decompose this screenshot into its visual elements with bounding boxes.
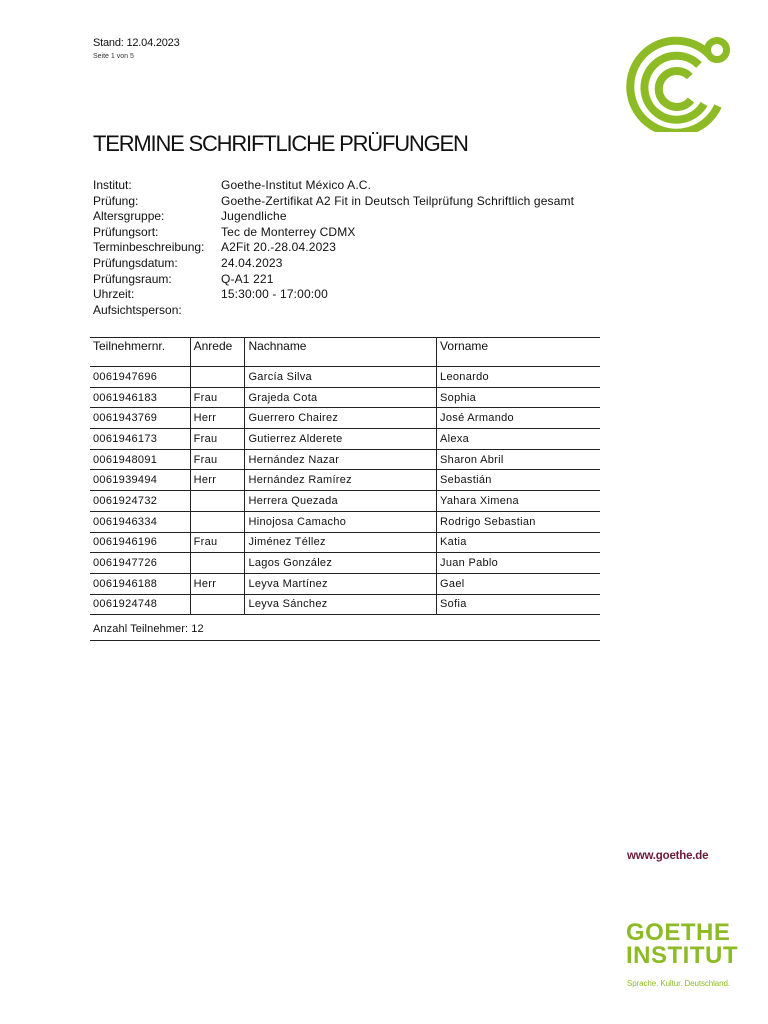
table-row — [90, 594, 600, 615]
column-header-teilnehmernr: Teilnehmernr. — [90, 338, 190, 367]
website-link[interactable]: www.goethe.de — [627, 850, 709, 862]
info-row-pruefungsdatum — [93, 256, 574, 272]
info-label: Terminbeschreibung: — [93, 240, 205, 255]
table-row — [90, 367, 600, 388]
info-value: Jugendliche — [221, 209, 287, 224]
info-label: Uhrzeit: — [93, 287, 135, 302]
info-row-uhrzeit — [93, 287, 574, 303]
cell-vorname: Alexa — [437, 429, 600, 450]
info-label: Altersgruppe: — [93, 209, 165, 224]
cell-vorname: Sophia — [437, 387, 600, 408]
cell-vorname: Rodrigo Sebastian — [437, 511, 600, 532]
cell-teilnehmernr: 0061946188 — [90, 573, 190, 594]
cell-teilnehmernr: 0061943769 — [90, 408, 190, 429]
cell-vorname: Yahara Ximena — [437, 491, 600, 512]
exam-info-block — [93, 178, 574, 318]
participant-count: Anzahl Teilnehmer: 12 — [90, 615, 600, 641]
info-label: Prüfungsort: — [93, 224, 159, 239]
info-value: 24.04.2023 — [221, 255, 283, 270]
cell-nachname: Hinojosa Camacho — [245, 511, 437, 532]
page-title: TERMINE SCHRIFTLICHE PRÜFUNGEN — [93, 131, 468, 156]
cell-teilnehmernr: 0061946173 — [90, 429, 190, 450]
cell-vorname: José Armando — [437, 408, 600, 429]
info-value: 15:30:00 - 17:00:00 — [221, 287, 328, 302]
cell-vorname: Sharon Abril — [437, 449, 600, 470]
cell-anrede: Frau — [190, 449, 245, 470]
table-row — [90, 532, 600, 553]
cell-vorname: Gael — [437, 573, 600, 594]
cell-teilnehmernr: 0061948091 — [90, 449, 190, 470]
cell-nachname: Jiménez Téllez — [245, 532, 437, 553]
cell-vorname: Leonardo — [437, 367, 600, 388]
info-label: Prüfungsdatum: — [93, 255, 178, 270]
cell-teilnehmernr: 0061946183 — [90, 387, 190, 408]
cell-nachname: Lagos González — [245, 553, 437, 574]
info-label: Prüfung: — [93, 193, 139, 208]
info-row-pruefung — [93, 194, 574, 210]
info-row-altersgruppe — [93, 209, 574, 225]
document-date: Stand: 12.04.2023 — [93, 37, 180, 49]
info-label: Institut: — [93, 178, 132, 192]
table-header-row — [90, 338, 600, 367]
cell-nachname: Gutierrez Alderete — [245, 429, 437, 450]
goethe-spiral-logo-icon — [626, 32, 736, 132]
cell-anrede — [190, 553, 245, 574]
cell-nachname: Hernández Ramírez — [245, 470, 437, 491]
cell-vorname: Sofia — [437, 594, 600, 615]
info-value: A2Fit 20.-28.04.2023 — [221, 240, 337, 255]
cell-anrede: Frau — [190, 429, 245, 450]
cell-nachname: Hernández Nazar — [245, 449, 437, 470]
cell-anrede — [190, 511, 245, 532]
table-row — [90, 553, 600, 574]
cell-teilnehmernr: 0061946334 — [90, 511, 190, 532]
table-row — [90, 491, 600, 512]
table-row — [90, 387, 600, 408]
cell-nachname: García Silva — [245, 367, 437, 388]
cell-teilnehmernr: 0061946196 — [90, 532, 190, 553]
cell-anrede: Frau — [190, 532, 245, 553]
table-row — [90, 449, 600, 470]
table-row — [90, 511, 600, 532]
column-header-anrede: Anrede — [190, 338, 245, 367]
info-value: Tec de Monterrey CDMX — [221, 224, 356, 239]
cell-anrede — [190, 594, 245, 615]
tagline: Sprache. Kultur. Deutschland. — [627, 979, 730, 988]
wordmark-line-1: GOETHE — [626, 919, 731, 946]
cell-nachname: Herrera Quezada — [245, 491, 437, 512]
page-number: Seite 1 von 5 — [93, 53, 134, 60]
participants-table — [90, 337, 600, 641]
cell-nachname: Grajeda Cota — [245, 387, 437, 408]
cell-vorname: Sebastián — [437, 470, 600, 491]
cell-anrede: Herr — [190, 573, 245, 594]
table-row — [90, 573, 600, 594]
cell-teilnehmernr: 0061924748 — [90, 594, 190, 615]
cell-teilnehmernr: 0061947726 — [90, 553, 190, 574]
column-header-nachname: Nachname — [245, 338, 437, 367]
info-row-pruefungsort — [93, 225, 574, 241]
info-value: Goethe-Institut México A.C. — [221, 178, 372, 192]
cell-anrede: Herr — [190, 408, 245, 429]
cell-teilnehmernr: 0061939494 — [90, 470, 190, 491]
info-value: Q-A1 221 — [221, 271, 274, 286]
info-label: Prüfungsraum: — [93, 271, 172, 286]
cell-vorname: Katia — [437, 532, 600, 553]
info-label: Aufsichtsperson: — [93, 302, 182, 317]
info-row-pruefungsraum — [93, 272, 574, 288]
info-value: Goethe-Zertifikat A2 Fit in Deutsch Teilprüfung Schriftlich gesamt — [221, 193, 575, 208]
column-header-vorname: Vorname — [437, 338, 600, 367]
wordmark-line-2: INSTITUT — [626, 942, 738, 969]
info-row-institut — [93, 178, 574, 194]
cell-anrede — [190, 491, 245, 512]
table-row — [90, 470, 600, 491]
info-row-terminbeschreibung — [93, 240, 574, 256]
cell-anrede: Frau — [190, 387, 245, 408]
cell-nachname: Leyva Sánchez — [245, 594, 437, 615]
participant-count-row — [90, 615, 600, 641]
goethe-institut-wordmark — [626, 921, 738, 967]
cell-teilnehmernr: 0061947696 — [90, 367, 190, 388]
table-row — [90, 408, 600, 429]
cell-anrede — [190, 367, 245, 388]
cell-anrede: Herr — [190, 470, 245, 491]
cell-nachname: Guerrero Chairez — [245, 408, 437, 429]
cell-vorname: Juan Pablo — [437, 553, 600, 574]
info-row-aufsichtsperson — [93, 303, 574, 319]
cell-teilnehmernr: 0061924732 — [90, 491, 190, 512]
table-row — [90, 429, 600, 450]
cell-nachname: Leyva Martínez — [245, 573, 437, 594]
